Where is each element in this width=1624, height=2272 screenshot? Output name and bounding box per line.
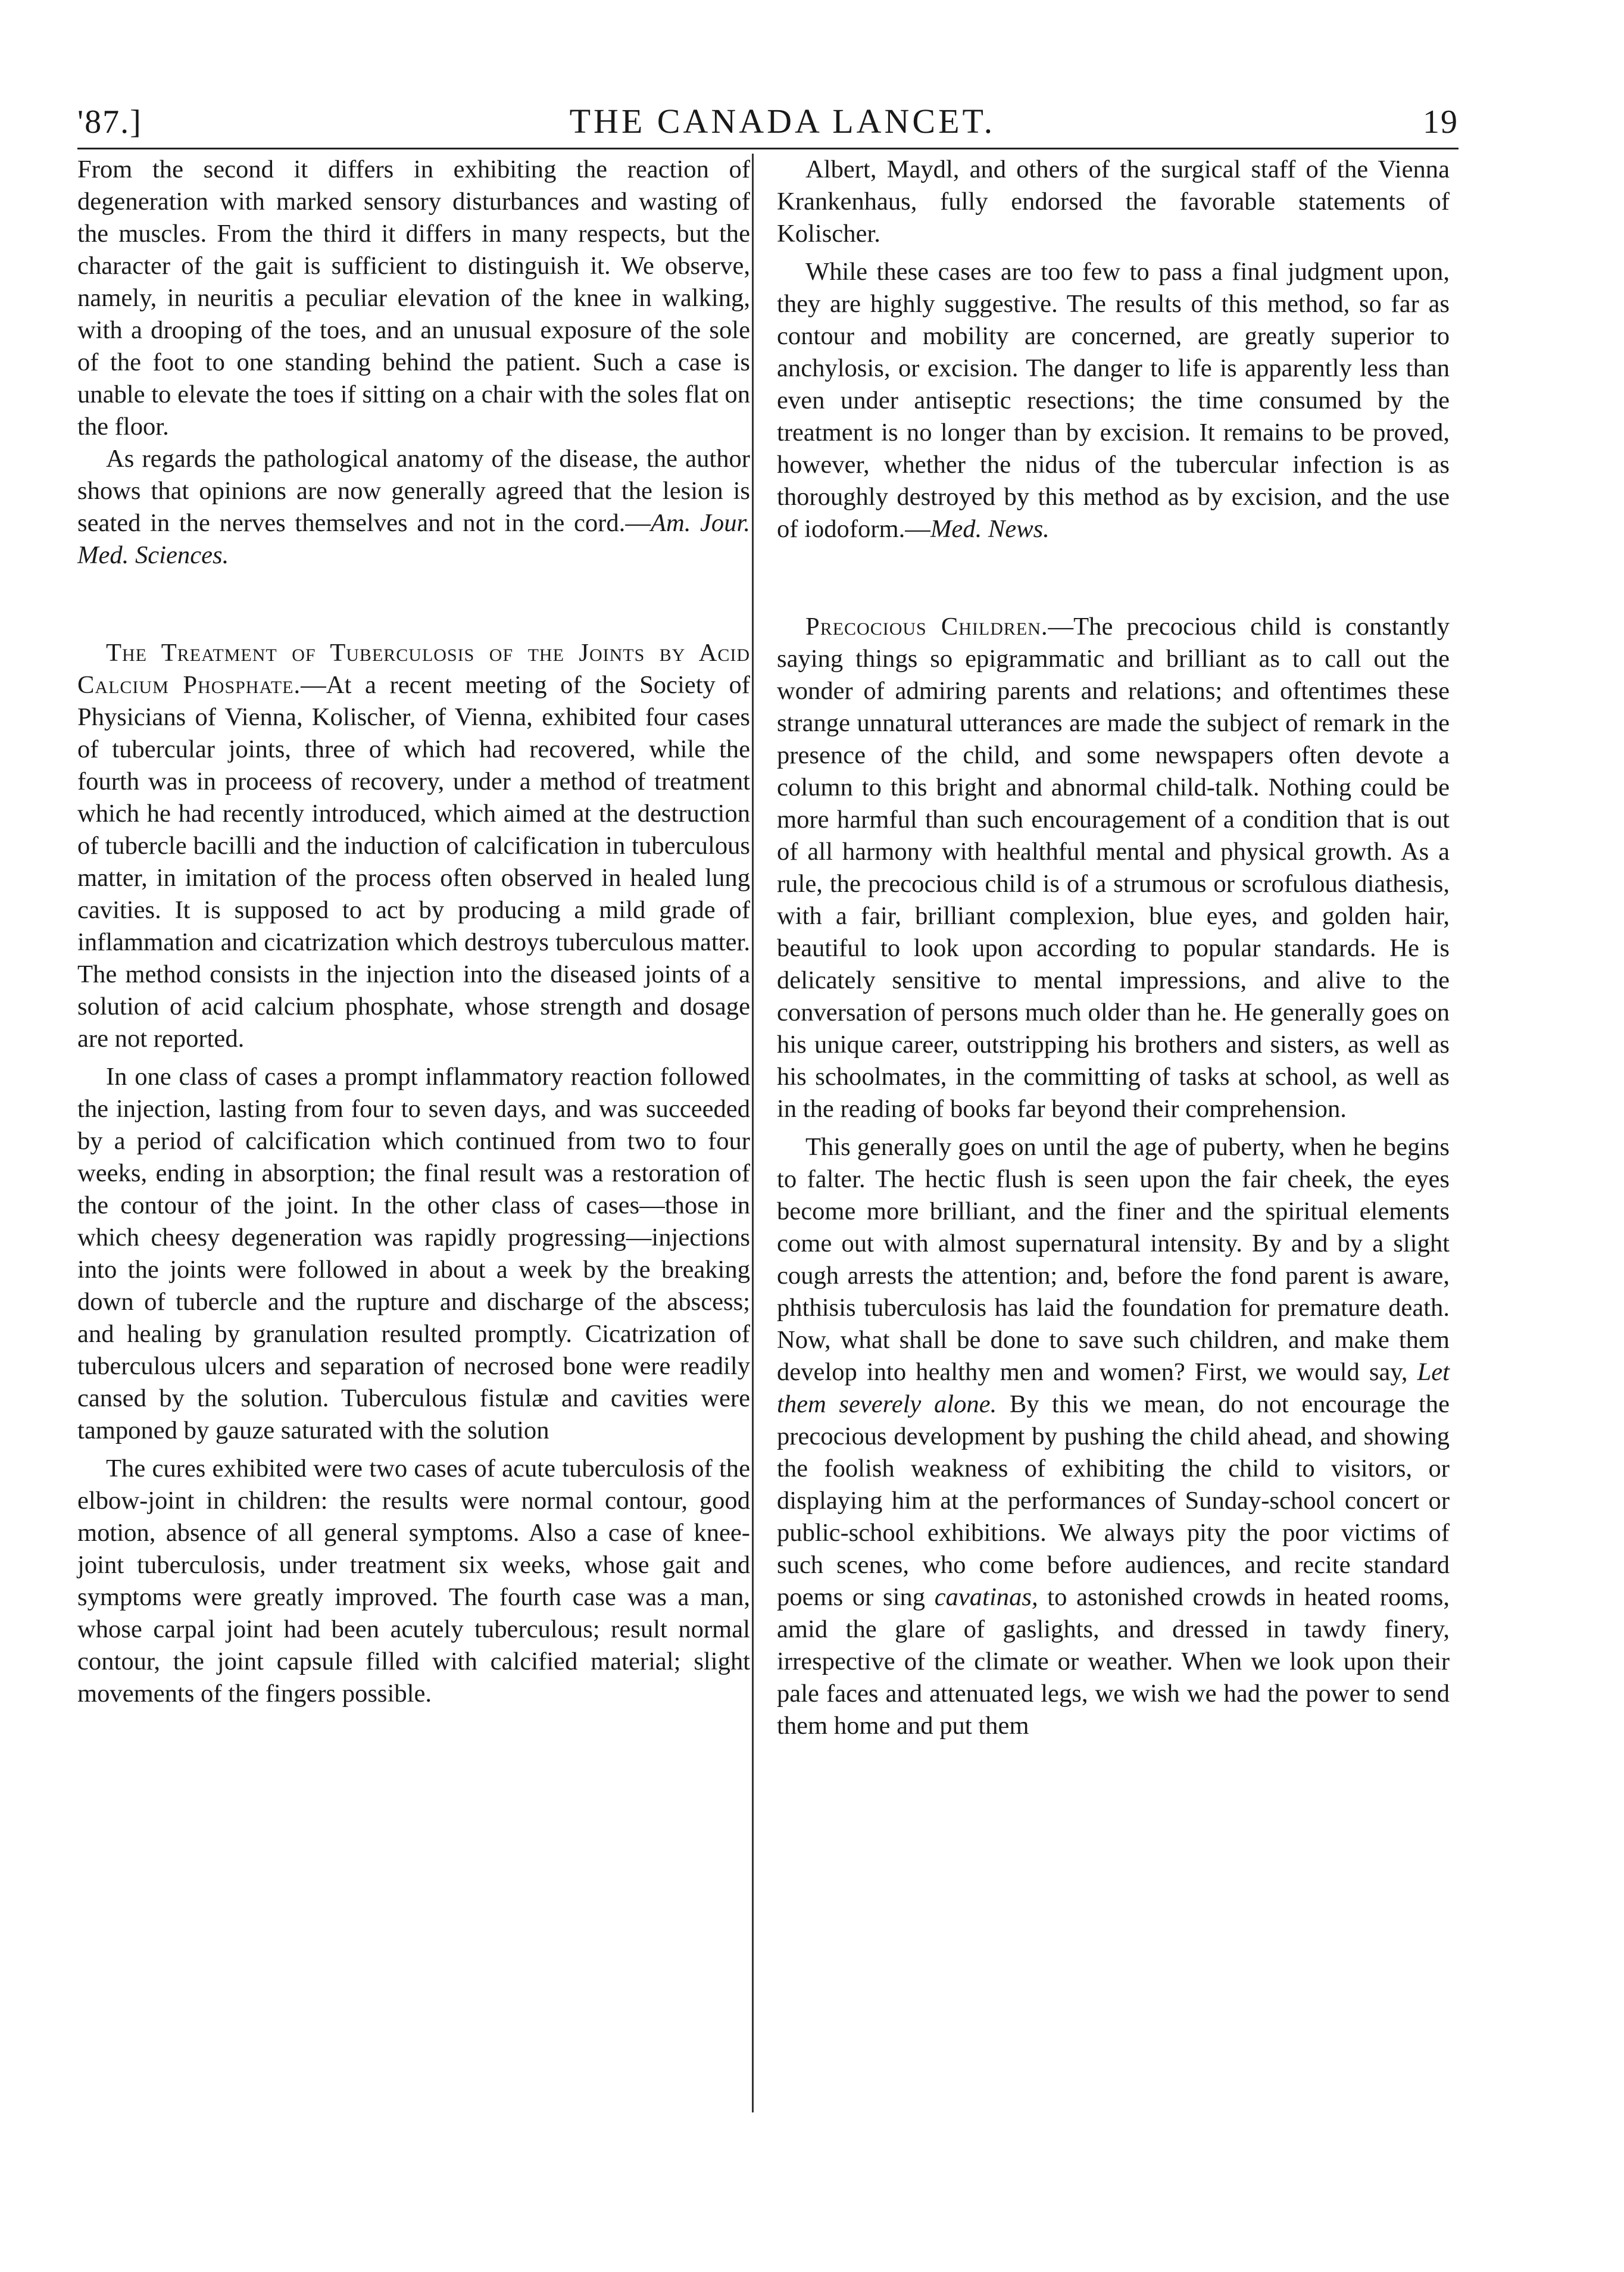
left-column [77, 154, 750, 1710]
paragraph-gap [777, 1125, 1450, 1131]
section-gap [77, 572, 750, 637]
emphasis-text: Let them severely alone. [777, 1358, 1450, 1418]
source-citation: Med. News. [930, 515, 1050, 543]
paragraph: Albert, Maydl, and others of the surgical staff of the Vienna Krankenhaus, fully endorsed the favorable statements of Kolischer. [777, 155, 1450, 248]
paragraph: The cures exhibited were two cases of acute tuberculosis of the elbow-joint in children: the results were normal contour, good motion, absence of all general symptoms. Also a case of knee-joint tuberculosis, under treatment six weeks, whose gait and symptoms were greatly improved. The fourth case was a man, whose carpal joint had been acutely tuberculous; result normal contour, the joint capsule filled with calcified material; slight movements of the fingers possible. [77, 1455, 750, 1708]
article-paragraph [777, 611, 1450, 1125]
paragraph-gap [777, 250, 1450, 256]
article-paragraph [77, 637, 750, 1055]
header-year: '87.] [77, 104, 142, 141]
journal-title: THE CANADA LANCET. [569, 102, 996, 141]
article-title: Precocious Children. [805, 613, 1048, 641]
paragraph-text: While these cases are too few to pass a final judgment upon, they are highly suggestive. The results of this method, so far as contour and mobility are concerned, are greatly superior to anchylosis, or excision. The danger to life is apparently less than even under antiseptic resections; the time consumed by the treatment is no longer than by excision. It remains to be proved, however, whether the nidus of the tubercular infection is as thoroughly destroyed by this method as by excision, and the use of iodoform.— [777, 258, 1450, 543]
column-rule [752, 154, 754, 2112]
paragraph-text: —The precocious child is constantly saying things so epigrammatic and brilliant as to call out the wonder of admiring parents and relations; and oftentimes these strange unnatural utterances are made the subject of remark in the presence of the child, and some newspapers often devote a column to this bright and abnormal child-talk. Nothing could be more harmful than such encouragement of a condition that is out of all harmony with healthful mental and physical growth. As a rule, the precocious child is of a strumous or scrofulous diathesis, with a fair, brilliant complexion, blue eyes, and golden hair, beautiful to look upon according to popular standards. He is delicately sensitive to mental impressions, and alive to the conversation of persons much older than he. He generally goes on his unique career, outstripping his brothers and sisters, as well as his schoolmates, in the committing of tasks at school, as well as in the reading of books far beyond their comprehension. [777, 613, 1450, 1123]
section-gap [777, 545, 1450, 611]
paragraph-text: As regards the pathological anatomy of the disease, the author shows that opinions are now generally agreed that the lesion is seated in the nerves themselves and not in the cord.— [77, 445, 750, 537]
right-column [777, 154, 1450, 1742]
paragraph-gap [77, 1447, 750, 1453]
paragraph-text: to astonished crowds in heated rooms, amid the glare of gaslights, and dressed in tawdy finery, irrespective of the climate or weather. When we look upon their pale faces and attenuated legs, we wish we had the power to send them home and put them [777, 1583, 1450, 1740]
paragraph-text: This generally goes on until the age of puberty, when he begins to falter. The hectic flush is seen upon the fair cheek, the eyes become more brilliant, and the finer and the spiritual elements come out with almost supernatural intensity. By and by a slight cough arrests the attention; and, before the fond parent is aware, phthisis tuberculosis has laid the foundation for premature death. Now, what shall be done to save such children, and make them develop into healthy men and women? First, we would say, [777, 1133, 1450, 1386]
page-number: 19 [1422, 104, 1459, 141]
article-title: The Treatment of Tuberculosis of the Joints by Acid Calcium Phosphate. [77, 639, 750, 699]
paragraph: In one class of cases a prompt inflammatory reaction followed the injection, lasting from four to seven days, and was succeeded by a period of calcification which continued from two to four weeks, ending in absorption; the final result was a restoration of the contour of the joint. In the other class of cases—those in which cheesy degeneration was rapidly progressing—injections into the joints were followed in about a week by the breaking down of tubercle and the rupture and discharge of the abscess; and healing by granulation resulted promptly. Cicatrization of tuberculous ulcers and separation of necrosed bone were readily cansed by the solution. Tuberculous fistulæ and cavities were tamponed by gauze saturated with the solution [77, 1063, 750, 1444]
paragraph [777, 256, 1450, 545]
paragraph [77, 443, 750, 572]
paragraph: From the second it differs in exhibiting the reaction of degeneration with marked sensory disturbances and wasting of the muscles. From the third it differs in many respects, but the character of the gait is sufficient to distinguish it. We observe, namely, in neuritis a peculiar elevation of the knee in walking, with a drooping of the toes, and an unusual exposure of the sole of the foot to one standing behind the patient. Such a case is unable to elevate the toes if sitting on a chair with the soles flat on the floor. [77, 155, 750, 441]
running-header [77, 101, 1459, 149]
paragraph-gap [77, 1055, 750, 1061]
paragraph [777, 1131, 1450, 1742]
header-rule [77, 148, 1459, 149]
paragraph-text: By this we mean, do not encourage the precocious development by pushing the child ahead, and showing the foolish weakness of exhibiting the child to visitors, or displaying him at the performances of Sunday-school concert or public-school exhibitions. We always pity the poor victims of such scenes, who come before audiences, and recite standard poems or sing [777, 1390, 1450, 1611]
paragraph-text: —At a recent meeting of the Society of Physicians of Vienna, Kolischer, of Vienna, exhibited four cases of tubercular joints, three of which had recovered, while the fourth was in proceess of recovery, under a method of treatment which he had recently introduced, which aimed at the destruction of tubercle bacilli and the induction of calcification in tuberculous matter, in imitation of the process often observed in healed lung cavities. It is supposed to act by producing a mild grade of inflammation and cicatrization which destroys tuberculous matter. The method consists in the injection into the diseased joints of a solution of acid calcium phosphate, whose strength and dosage are not reported. [77, 671, 750, 1053]
source-citation: Am. Jour. Med. Sciences. [77, 509, 751, 569]
emphasis-text: cavatinas, [934, 1583, 1038, 1611]
